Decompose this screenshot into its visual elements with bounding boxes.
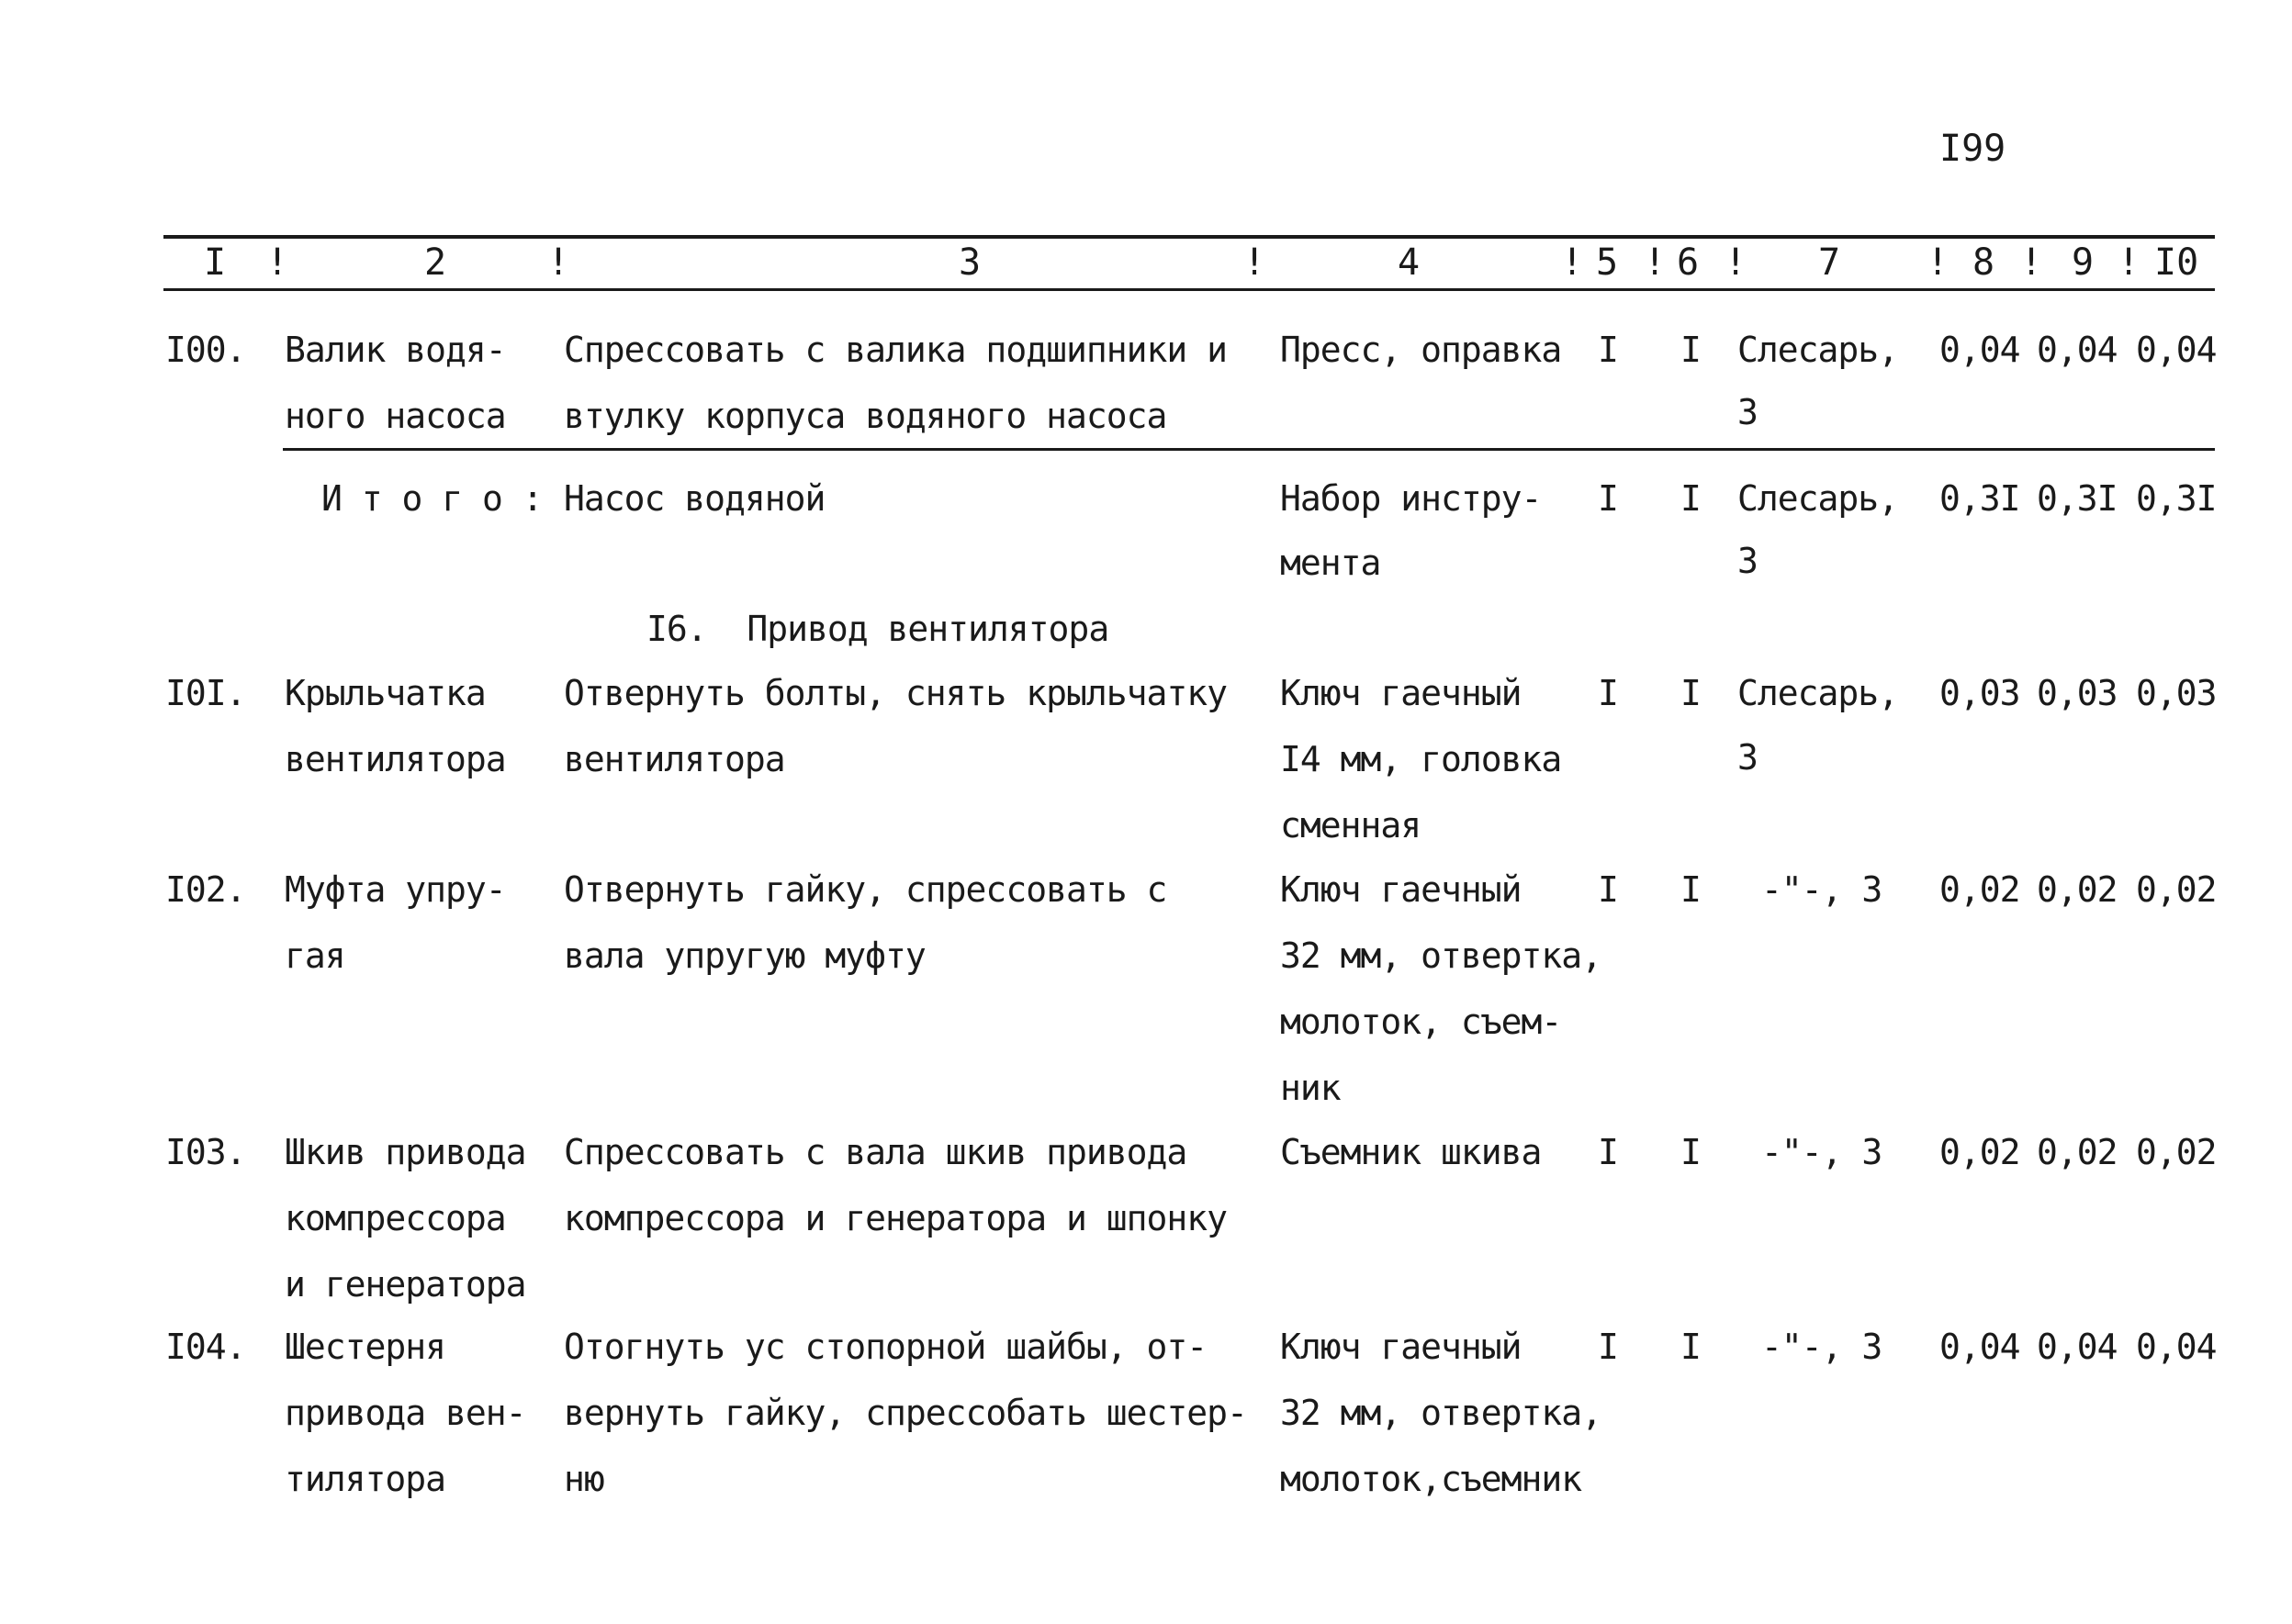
header-col-10: I0 bbox=[2154, 241, 2199, 284]
header-col-6: 6 bbox=[1677, 241, 1700, 284]
col5-value: I bbox=[1598, 673, 1618, 713]
header-separator: ! bbox=[1561, 241, 1584, 284]
col9-value: 0,04 bbox=[2037, 1327, 2118, 1367]
part-name: гая bbox=[285, 935, 345, 976]
col9-value: 0,03 bbox=[2037, 673, 2118, 713]
operation-text: Отогнуть ус стопорной шайбы, от- bbox=[564, 1327, 1208, 1367]
col8-value: 0,02 bbox=[1939, 869, 2020, 910]
col10-value: 0,02 bbox=[2136, 1132, 2217, 1172]
part-name: ного насоса bbox=[285, 396, 506, 436]
operation-text: Спрессовать с вала шкив привода bbox=[564, 1132, 1187, 1172]
tool-text: молоток, съем- bbox=[1280, 1002, 1562, 1042]
header-separator: ! bbox=[547, 241, 570, 284]
worker-text: Слесарь, bbox=[1737, 673, 1899, 713]
tool-text: 32 мм, отвертка, bbox=[1280, 1393, 1602, 1433]
row-number: I02. bbox=[165, 869, 246, 910]
tool-text: Ключ гаечный bbox=[1280, 869, 1522, 910]
header-rule-bottom bbox=[163, 288, 2215, 291]
col8-value: 0,3I bbox=[1939, 478, 2020, 519]
header-col-1: I bbox=[204, 241, 227, 284]
tool-text: ник bbox=[1280, 1068, 1341, 1108]
part-name: Муфта упру- bbox=[285, 869, 506, 910]
row-number: I03. bbox=[165, 1132, 246, 1172]
part-name: компрессора bbox=[285, 1198, 506, 1238]
operation-text: вернуть гайку, спрессобать шестер- bbox=[564, 1393, 1247, 1433]
col6-value: I bbox=[1680, 330, 1701, 370]
operation-text: Отвернуть болты, снять крыльчатку bbox=[564, 673, 1227, 713]
col10-value: 0,04 bbox=[2136, 1327, 2217, 1367]
header-separator: ! bbox=[2118, 241, 2140, 284]
worker-text: 3 bbox=[1737, 541, 1758, 581]
col8-value: 0,02 bbox=[1939, 1132, 2020, 1172]
header-col-8: 8 bbox=[1972, 241, 1995, 284]
tool-text: Съемник шкива bbox=[1280, 1132, 1542, 1172]
col10-value: 0,3I bbox=[2136, 478, 2217, 519]
header-rule-top bbox=[163, 235, 2215, 239]
col5-value: I bbox=[1598, 478, 1618, 519]
col6-value: I bbox=[1680, 478, 1701, 519]
worker-text: Слесарь, bbox=[1737, 330, 1899, 370]
operation-text: втулку корпуса водяного насоса bbox=[564, 396, 1167, 436]
header-col-9: 9 bbox=[2072, 241, 2095, 284]
header-separator: ! bbox=[1725, 241, 1747, 284]
header-col-2: 2 bbox=[424, 241, 447, 284]
worker-text: -"-, 3 bbox=[1761, 869, 1882, 910]
operation-text: Спрессовать с валика подшипники и bbox=[564, 330, 1227, 370]
operation-text: вала упругую муфту bbox=[564, 935, 926, 976]
tool-text: I4 мм, головка bbox=[1280, 739, 1562, 779]
tool-text: Пресс, оправка bbox=[1280, 330, 1562, 370]
header-col-5: 5 bbox=[1596, 241, 1619, 284]
col8-value: 0,03 bbox=[1939, 673, 2020, 713]
part-name: тилятора bbox=[285, 1459, 446, 1499]
worker-text: 3 bbox=[1737, 392, 1758, 432]
operation-text: ню bbox=[564, 1459, 604, 1499]
col8-value: 0,04 bbox=[1939, 1327, 2020, 1367]
total-label: И т о г о : bbox=[321, 478, 543, 519]
col10-value: 0,03 bbox=[2136, 673, 2217, 713]
tool-text: Набор инстру- bbox=[1280, 478, 1542, 519]
tool-text: молоток,съемник bbox=[1280, 1459, 1582, 1499]
col10-value: 0,02 bbox=[2136, 869, 2217, 910]
part-name: Шестерня bbox=[285, 1327, 446, 1367]
part-name: привода вен- bbox=[285, 1393, 526, 1433]
header-separator: ! bbox=[1644, 241, 1667, 284]
worker-text: 3 bbox=[1737, 737, 1758, 778]
col9-value: 0,02 bbox=[2037, 1132, 2118, 1172]
header-col-4: 4 bbox=[1398, 241, 1421, 284]
col9-value: 0,02 bbox=[2037, 869, 2118, 910]
col10-value: 0,04 bbox=[2136, 330, 2217, 370]
part-name: Крыльчатка bbox=[285, 673, 486, 713]
tool-text: сменная bbox=[1280, 805, 1421, 846]
row-number: I0I. bbox=[165, 673, 246, 713]
section-rule bbox=[283, 448, 2215, 451]
header-col-7: 7 bbox=[1818, 241, 1841, 284]
tool-text: 32 мм, отвертка, bbox=[1280, 935, 1602, 976]
part-name: и генератора bbox=[285, 1264, 526, 1305]
header-col-3: 3 bbox=[959, 241, 982, 284]
col5-value: I bbox=[1598, 1132, 1618, 1172]
col5-value: I bbox=[1598, 869, 1618, 910]
operation-text: компрессора и генератора и шпонку bbox=[564, 1198, 1227, 1238]
col9-value: 0,04 bbox=[2037, 330, 2118, 370]
header-separator: ! bbox=[266, 241, 289, 284]
tool-text: Ключ гаечный bbox=[1280, 1327, 1522, 1367]
row-number: I00. bbox=[165, 330, 246, 370]
part-name: Валик водя- bbox=[285, 330, 506, 370]
col8-value: 0,04 bbox=[1939, 330, 2020, 370]
tool-text: Ключ гаечный bbox=[1280, 673, 1522, 713]
tool-text: мента bbox=[1280, 543, 1381, 583]
header-separator: ! bbox=[1243, 241, 1266, 284]
col5-value: I bbox=[1598, 1327, 1618, 1367]
total-operation: Насос водяной bbox=[564, 478, 826, 519]
col6-value: I bbox=[1680, 673, 1701, 713]
operation-text: Отвернуть гайку, спрессовать с bbox=[564, 869, 1167, 910]
worker-text: Слесарь, bbox=[1737, 478, 1899, 519]
row-number: I04. bbox=[165, 1327, 246, 1367]
header-separator: ! bbox=[2020, 241, 2043, 284]
section-title: I6. Привод вентилятора bbox=[646, 609, 1109, 649]
col9-value: 0,3I bbox=[2037, 478, 2118, 519]
worker-text: -"-, 3 bbox=[1761, 1132, 1882, 1172]
page-number: I99 bbox=[1939, 128, 2006, 170]
worker-text: -"-, 3 bbox=[1761, 1327, 1882, 1367]
col6-value: I bbox=[1680, 1132, 1701, 1172]
header-separator: ! bbox=[1927, 241, 1949, 284]
operation-text: вентилятора bbox=[564, 739, 785, 779]
col6-value: I bbox=[1680, 1327, 1701, 1367]
col6-value: I bbox=[1680, 869, 1701, 910]
col5-value: I bbox=[1598, 330, 1618, 370]
part-name: Шкив привода bbox=[285, 1132, 526, 1172]
part-name: вентилятора bbox=[285, 739, 506, 779]
